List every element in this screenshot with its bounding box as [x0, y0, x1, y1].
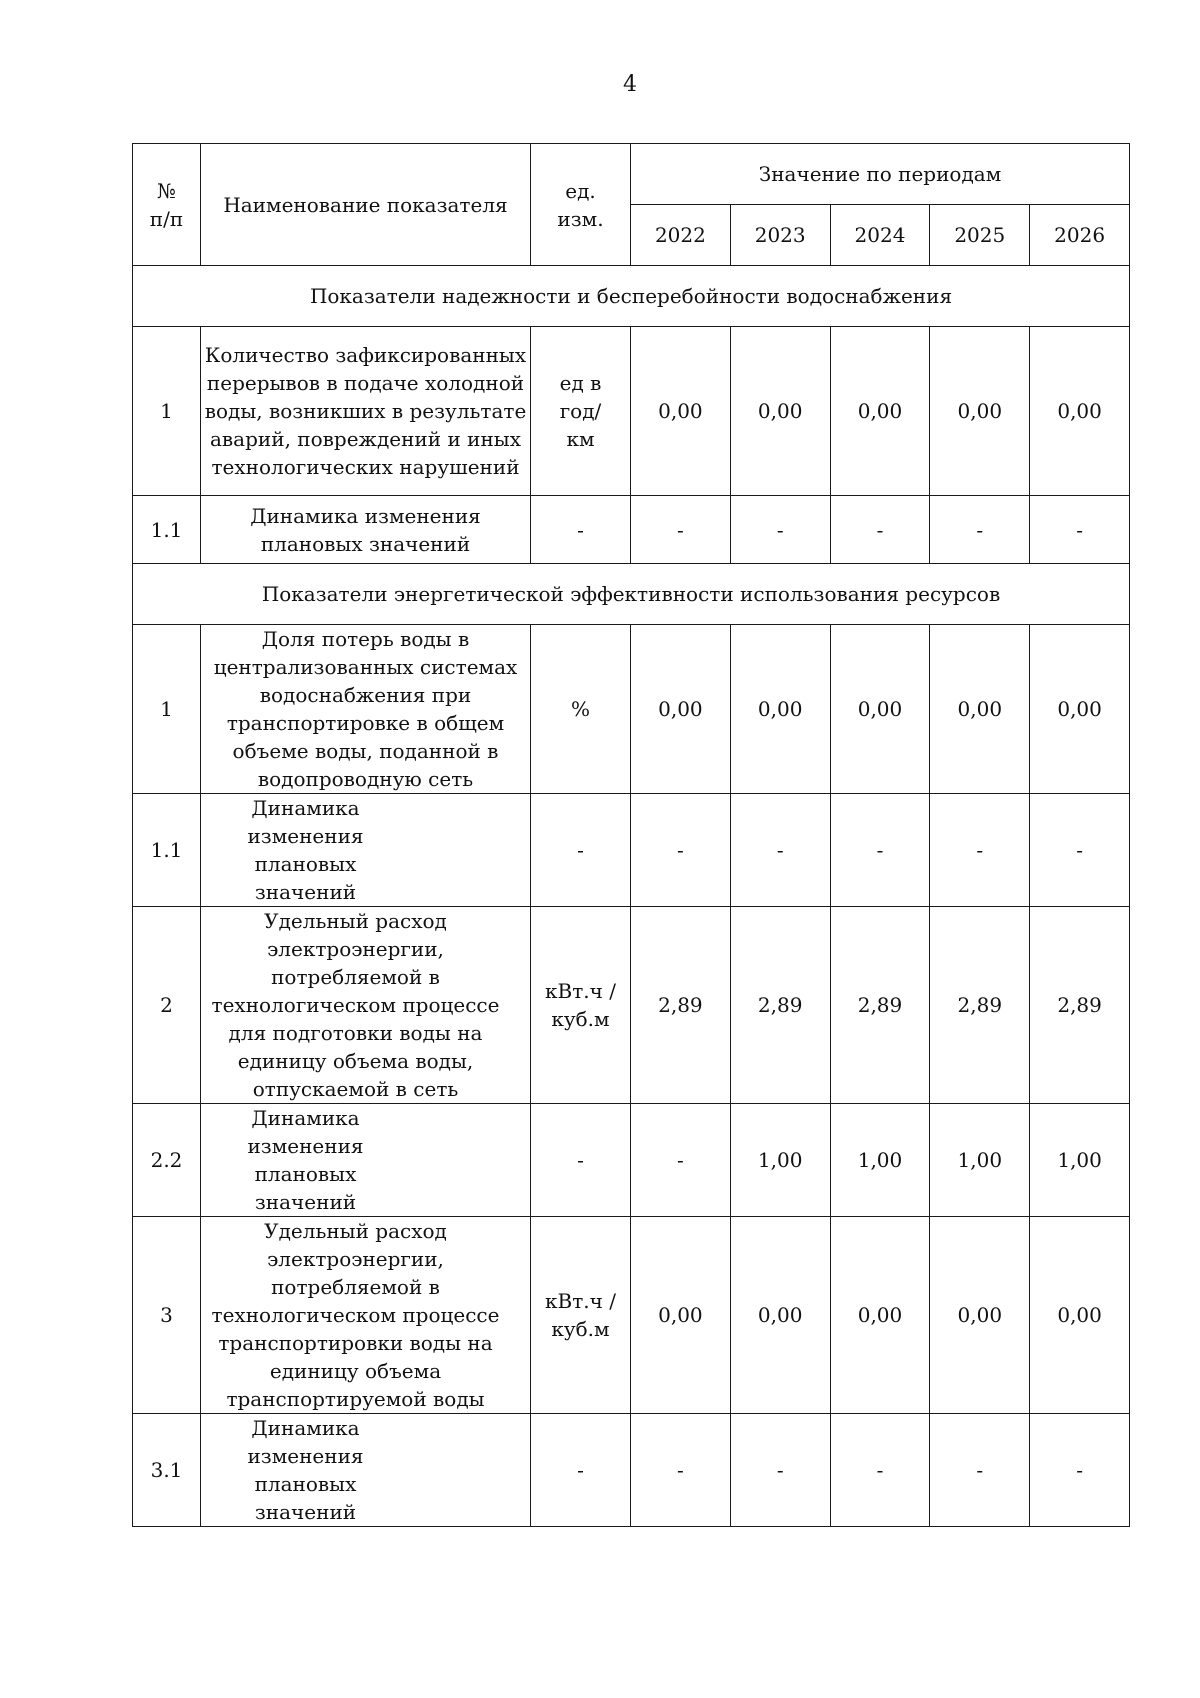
row-value: 1,00: [930, 1104, 1030, 1217]
row-num: 1.1: [133, 496, 201, 564]
row-value: -: [930, 1414, 1030, 1527]
table-row: [133, 907, 1130, 1104]
header-year: 2025: [930, 205, 1030, 266]
row-value: 2,89: [730, 907, 830, 1104]
row-value: -: [730, 496, 830, 564]
row-name: Удельный расход электроэнергии, потребляемой в технологическом процессе для подготовки воды на единицу объема воды, отпускаемой в сеть: [201, 907, 531, 1104]
table-body: [133, 266, 1130, 1527]
row-num: 1: [133, 625, 201, 794]
row-value: 2,89: [1030, 907, 1130, 1104]
header-name: Наименование показателя: [201, 144, 531, 266]
row-value: 2,89: [930, 907, 1030, 1104]
row-value: 0,00: [631, 625, 731, 794]
row-value: 0,00: [631, 1217, 731, 1414]
table-row: [133, 496, 1130, 564]
header-unit: ед. изм.: [531, 144, 631, 266]
row-name: Динамика изменения плановых значений: [201, 1414, 531, 1527]
row-num: 1: [133, 327, 201, 496]
row-value: -: [1030, 496, 1130, 564]
row-value: -: [631, 1414, 731, 1527]
row-value: -: [631, 496, 731, 564]
row-name: Доля потерь воды в централизованных системах водоснабжения при транспортировке в общем объеме воды, поданной в водопроводную сеть: [201, 625, 531, 794]
row-name: Удельный расход электроэнергии, потребляемой в технологическом процессе транспортировки воды на единицу объема транспортируемой воды: [201, 1217, 531, 1414]
row-name: Динамика изменения плановых значений: [201, 496, 531, 564]
row-value: 0,00: [730, 1217, 830, 1414]
header-year: 2024: [830, 205, 930, 266]
header-year: 2026: [1030, 205, 1130, 266]
header-year: 2023: [730, 205, 830, 266]
row-value: 1,00: [830, 1104, 930, 1217]
row-value: -: [830, 1414, 930, 1527]
row-value: 0,00: [730, 327, 830, 496]
row-num: 1.1: [133, 794, 201, 907]
row-value: -: [730, 794, 830, 907]
row-value: -: [631, 794, 731, 907]
row-value: 0,00: [730, 625, 830, 794]
table-row: [133, 327, 1130, 496]
row-value: 0,00: [1030, 625, 1130, 794]
row-value: 2,89: [830, 907, 930, 1104]
row-unit: -: [531, 794, 631, 907]
page-number: 4: [623, 72, 637, 97]
row-value: 0,00: [930, 1217, 1030, 1414]
row-value: -: [1030, 794, 1130, 907]
row-unit: %: [531, 625, 631, 794]
row-value: 1,00: [730, 1104, 830, 1217]
row-unit: ед в год/ км: [531, 327, 631, 496]
section-row: [133, 266, 1130, 327]
section-title: Показатели надежности и бесперебойности водоснабжения: [133, 266, 1130, 327]
table-row: [133, 794, 1130, 907]
row-value: -: [830, 496, 930, 564]
row-unit: -: [531, 1414, 631, 1527]
row-value: 0,00: [631, 327, 731, 496]
row-unit: -: [531, 496, 631, 564]
row-unit: кВт.ч / куб.м: [531, 1217, 631, 1414]
table-row: [133, 1104, 1130, 1217]
row-name: Динамика изменения плановых значений: [201, 1104, 531, 1217]
row-unit: -: [531, 1104, 631, 1217]
table-header: [133, 144, 1130, 266]
row-num: 3: [133, 1217, 201, 1414]
header-year: 2022: [631, 205, 731, 266]
row-num: 2: [133, 907, 201, 1104]
section-row: [133, 564, 1130, 625]
row-value: 0,00: [1030, 1217, 1130, 1414]
row-value: -: [930, 496, 1030, 564]
row-value: -: [1030, 1414, 1130, 1527]
row-value: 2,89: [631, 907, 731, 1104]
row-value: -: [730, 1414, 830, 1527]
row-unit: кВт.ч / куб.м: [531, 907, 631, 1104]
row-value: 0,00: [930, 327, 1030, 496]
indicators-table: [132, 143, 1130, 1527]
row-name: Количество зафиксированных перерывов в подаче холодной воды, возникших в результате аварий, повреждений и иных технологических нарушений: [201, 327, 531, 496]
header-num: № п/п: [133, 144, 201, 266]
header-periods: Значение по периодам: [631, 144, 1130, 205]
row-value: -: [930, 794, 1030, 907]
row-value: 1,00: [1030, 1104, 1130, 1217]
row-value: -: [830, 794, 930, 907]
table-row: [133, 625, 1130, 794]
row-num: 3.1: [133, 1414, 201, 1527]
row-value: 0,00: [830, 327, 930, 496]
table-row: [133, 1217, 1130, 1414]
row-value: -: [631, 1104, 731, 1217]
row-value: 0,00: [1030, 327, 1130, 496]
row-value: 0,00: [930, 625, 1030, 794]
row-num: 2.2: [133, 1104, 201, 1217]
section-title: Показатели энергетической эффективности использования ресурсов: [133, 564, 1130, 625]
row-name: Динамика изменения плановых значений: [201, 794, 531, 907]
row-value: 0,00: [830, 625, 930, 794]
table-row: [133, 1414, 1130, 1527]
row-value: 0,00: [830, 1217, 930, 1414]
